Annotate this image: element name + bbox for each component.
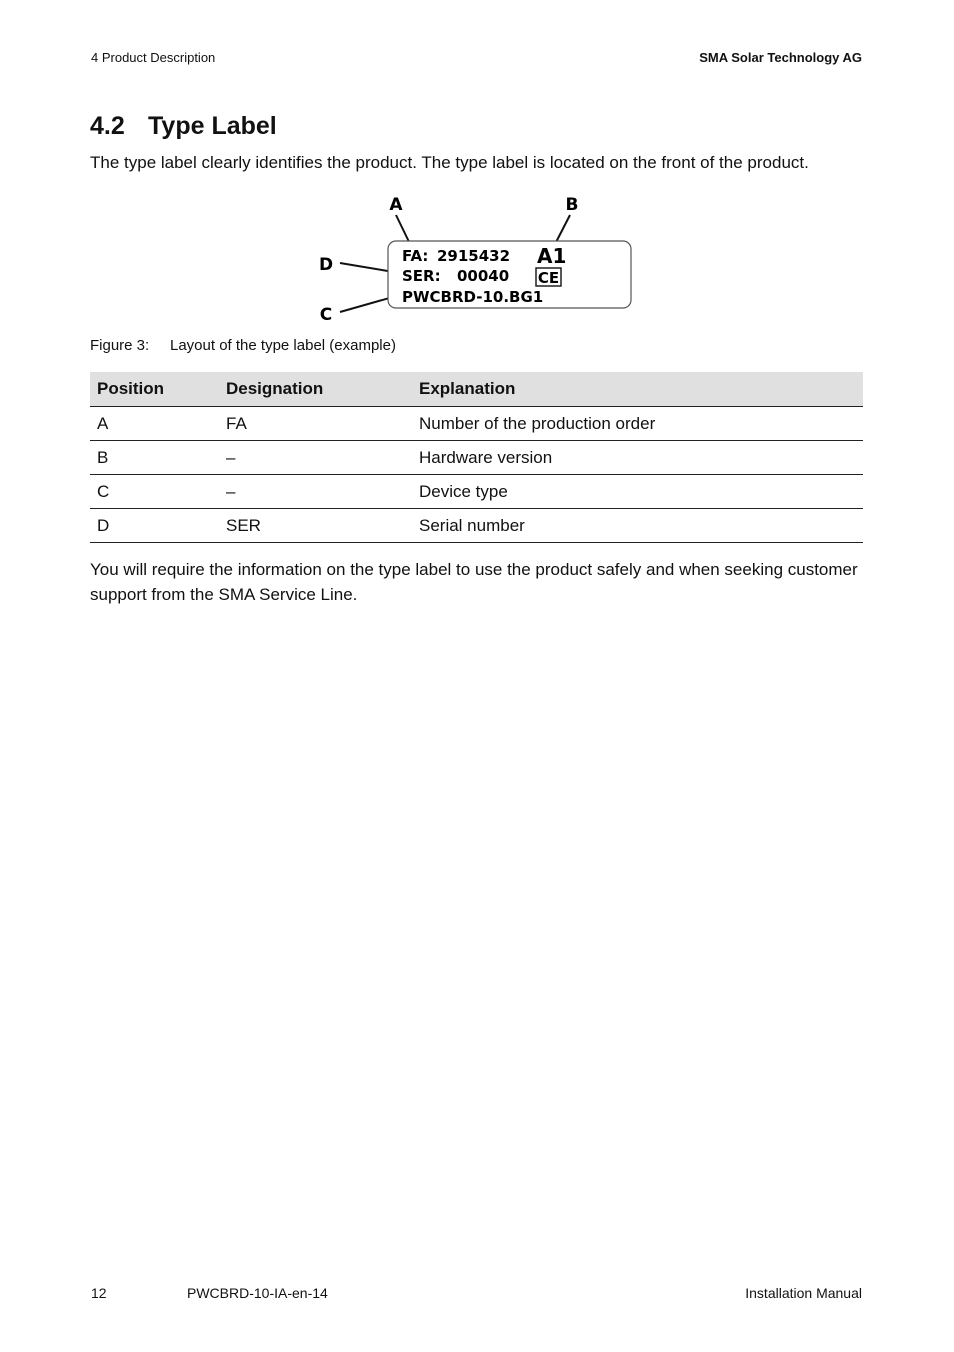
section-number: 4.2 [90, 112, 125, 140]
cell-explanation: Device type [412, 475, 863, 509]
table-row [90, 407, 863, 441]
label-fa-key: FA: [402, 247, 429, 265]
cell-designation: – [219, 441, 412, 475]
figure-caption-label: Figure 3: [90, 337, 150, 354]
callout-b: B [565, 195, 579, 215]
ce-mark-icon: CE [537, 269, 560, 287]
footer-doc-id: PWCBRD-10-IA-en-14 [187, 1285, 328, 1301]
outro-paragraph: You will require the information on the type label to use the product safely and when seeking customer support from the SMA Service Line. [90, 560, 858, 604]
label-ser-key: SER: [402, 267, 441, 285]
label-device-type: PWCBRD-10.BG1 [402, 288, 544, 306]
type-label-table [90, 372, 863, 543]
footer-page-number: 12 [91, 1285, 107, 1301]
cell-position: B [90, 441, 219, 475]
cell-explanation: Number of the production order [412, 407, 863, 441]
section-title [90, 112, 277, 141]
label-ser-value: 00040 [457, 267, 510, 285]
figure-caption-text: Layout of the type label (example) [170, 337, 396, 354]
cell-designation: – [219, 475, 412, 509]
cell-explanation: Serial number [412, 509, 863, 543]
table-row [90, 475, 863, 509]
cell-designation: SER [219, 509, 412, 543]
cell-designation: FA [219, 407, 412, 441]
cell-position: D [90, 509, 219, 543]
table-header-row [90, 372, 863, 407]
cell-position: C [90, 475, 219, 509]
callout-a: A [389, 195, 403, 215]
section-title-text: Type Label [148, 112, 277, 140]
figure-caption [90, 337, 396, 354]
cell-position: A [90, 407, 219, 441]
header-designation: Designation [219, 372, 412, 407]
type-label-figure [300, 190, 640, 330]
label-fa-value: 2915432 [437, 247, 511, 265]
table-row [90, 509, 863, 543]
intro-paragraph: The type label clearly identifies the product. The type label is located on the front of the product. [90, 153, 809, 172]
header-position: Position [90, 372, 219, 407]
callout-d: D [318, 255, 334, 275]
header-chapter: 4 Product Description [91, 50, 216, 65]
callout-c: C [319, 305, 333, 325]
cell-explanation: Hardware version [412, 441, 863, 475]
table-row [90, 441, 863, 475]
footer-doc-type: Installation Manual [745, 1285, 862, 1301]
header-explanation: Explanation [412, 372, 863, 407]
label-hardware-version: A1 [537, 244, 567, 268]
header-company: SMA Solar Technology AG [699, 50, 862, 65]
